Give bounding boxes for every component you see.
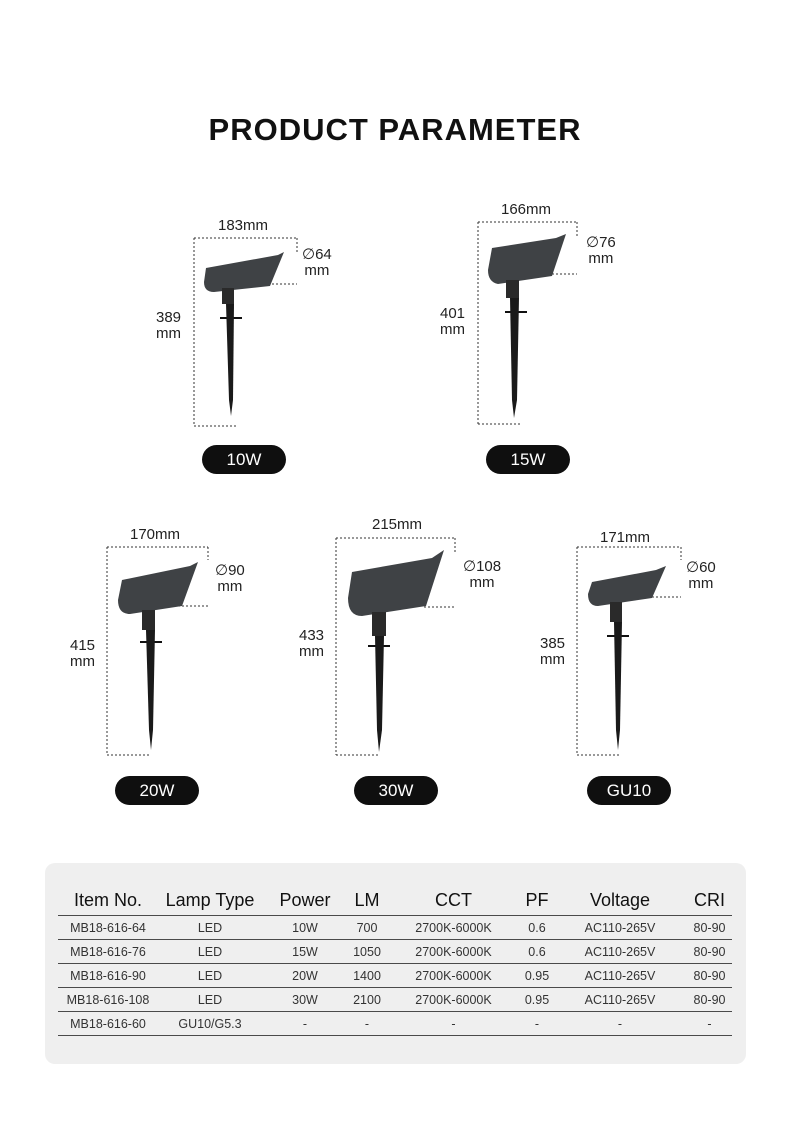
power-badge: 15W (486, 445, 570, 474)
width-label: 215mm (372, 516, 423, 533)
power-badge: 10W (202, 445, 286, 474)
height-label: 389 mm (156, 309, 182, 342)
cell-pf: 0.6 (521, 916, 553, 940)
cell-lamp-type: GU10/G5.3 (158, 1012, 262, 1036)
cell-cri: - (687, 1012, 732, 1036)
cell-voltage: AC110-265V (553, 964, 687, 988)
power-badge: GU10 (587, 776, 671, 805)
diameter-label: ∅64 mm (302, 246, 332, 279)
cell-lamp-type: LED (158, 916, 262, 940)
cell-cct: 2700K-6000K (386, 940, 521, 964)
cell-item-no: MB18-616-60 (58, 1012, 158, 1036)
header-cct: CCT (435, 889, 472, 910)
cell-lm: 1050 (348, 940, 386, 964)
header-cri: CRI (694, 889, 725, 910)
parameter-table (58, 885, 732, 1036)
cell-lamp-type: LED (158, 940, 262, 964)
cell-pf: - (521, 1012, 553, 1036)
page-title: PRODUCT PARAMETER (208, 112, 582, 147)
cell-lm: 2100 (348, 988, 386, 1012)
cell-voltage: - (553, 1012, 687, 1036)
cell-item-no: MB18-616-108 (58, 988, 158, 1012)
cell-pf: 0.95 (521, 988, 553, 1012)
table-row (58, 916, 732, 940)
header-item-no: Item No. (73, 889, 143, 910)
parameter-table-panel (45, 863, 746, 1064)
cell-power: - (262, 1012, 348, 1036)
diameter-label: ∅76 mm (586, 234, 616, 267)
height-label: 401 mm (440, 305, 466, 338)
cell-pf: 0.95 (521, 964, 553, 988)
header-lamp-type: Lamp Type (165, 889, 255, 910)
power-badge: 30W (354, 776, 438, 805)
cell-cct: - (386, 1012, 521, 1036)
cell-cct: 2700K-6000K (386, 964, 521, 988)
cell-power: 30W (262, 988, 348, 1012)
width-label: 171mm (600, 529, 651, 546)
cell-cri: 80-90 (687, 964, 732, 988)
cell-cri: 80-90 (687, 916, 732, 940)
header-voltage: Voltage (589, 889, 651, 910)
cell-lamp-type: LED (158, 964, 262, 988)
cell-power: 10W (262, 916, 348, 940)
cell-lm: 700 (348, 916, 386, 940)
width-label: 170mm (130, 526, 181, 543)
height-label: 433 mm (299, 627, 325, 660)
cell-power: 15W (262, 940, 348, 964)
cell-cct: 2700K-6000K (386, 916, 521, 940)
table-row (58, 964, 732, 988)
table-row (58, 988, 732, 1012)
width-label: 183mm (218, 217, 269, 234)
lamp-gu10-head (588, 566, 666, 750)
cell-cct: 2700K-6000K (386, 988, 521, 1012)
cell-lm: - (348, 1012, 386, 1036)
table-header-row (58, 885, 732, 916)
cell-lamp-type: LED (158, 988, 262, 1012)
height-label: 415 mm (70, 637, 96, 670)
cell-lm: 1400 (348, 964, 386, 988)
cell-voltage: AC110-265V (553, 916, 687, 940)
cell-voltage: AC110-265V (553, 940, 687, 964)
header-pf: PF (525, 889, 549, 910)
diameter-label: ∅108 mm (463, 558, 502, 591)
height-label: 385 mm (540, 635, 566, 668)
cell-voltage: AC110-265V (553, 988, 687, 1012)
cell-item-no: MB18-616-64 (58, 916, 158, 940)
cell-item-no: MB18-616-90 (58, 964, 158, 988)
width-label: 166mm (501, 201, 552, 218)
cell-cri: 80-90 (687, 940, 732, 964)
diameter-label: ∅60 mm (686, 559, 716, 592)
cell-power: 20W (262, 964, 348, 988)
header-lm: LM (354, 889, 380, 910)
cell-pf: 0.6 (521, 940, 553, 964)
diameter-label: ∅90 mm (215, 562, 245, 595)
table-row (58, 940, 732, 964)
header-power: Power (279, 889, 331, 910)
cell-item-no: MB18-616-76 (58, 940, 158, 964)
cell-cri: 80-90 (687, 988, 732, 1012)
power-badge: 20W (115, 776, 199, 805)
table-row (58, 1012, 732, 1036)
